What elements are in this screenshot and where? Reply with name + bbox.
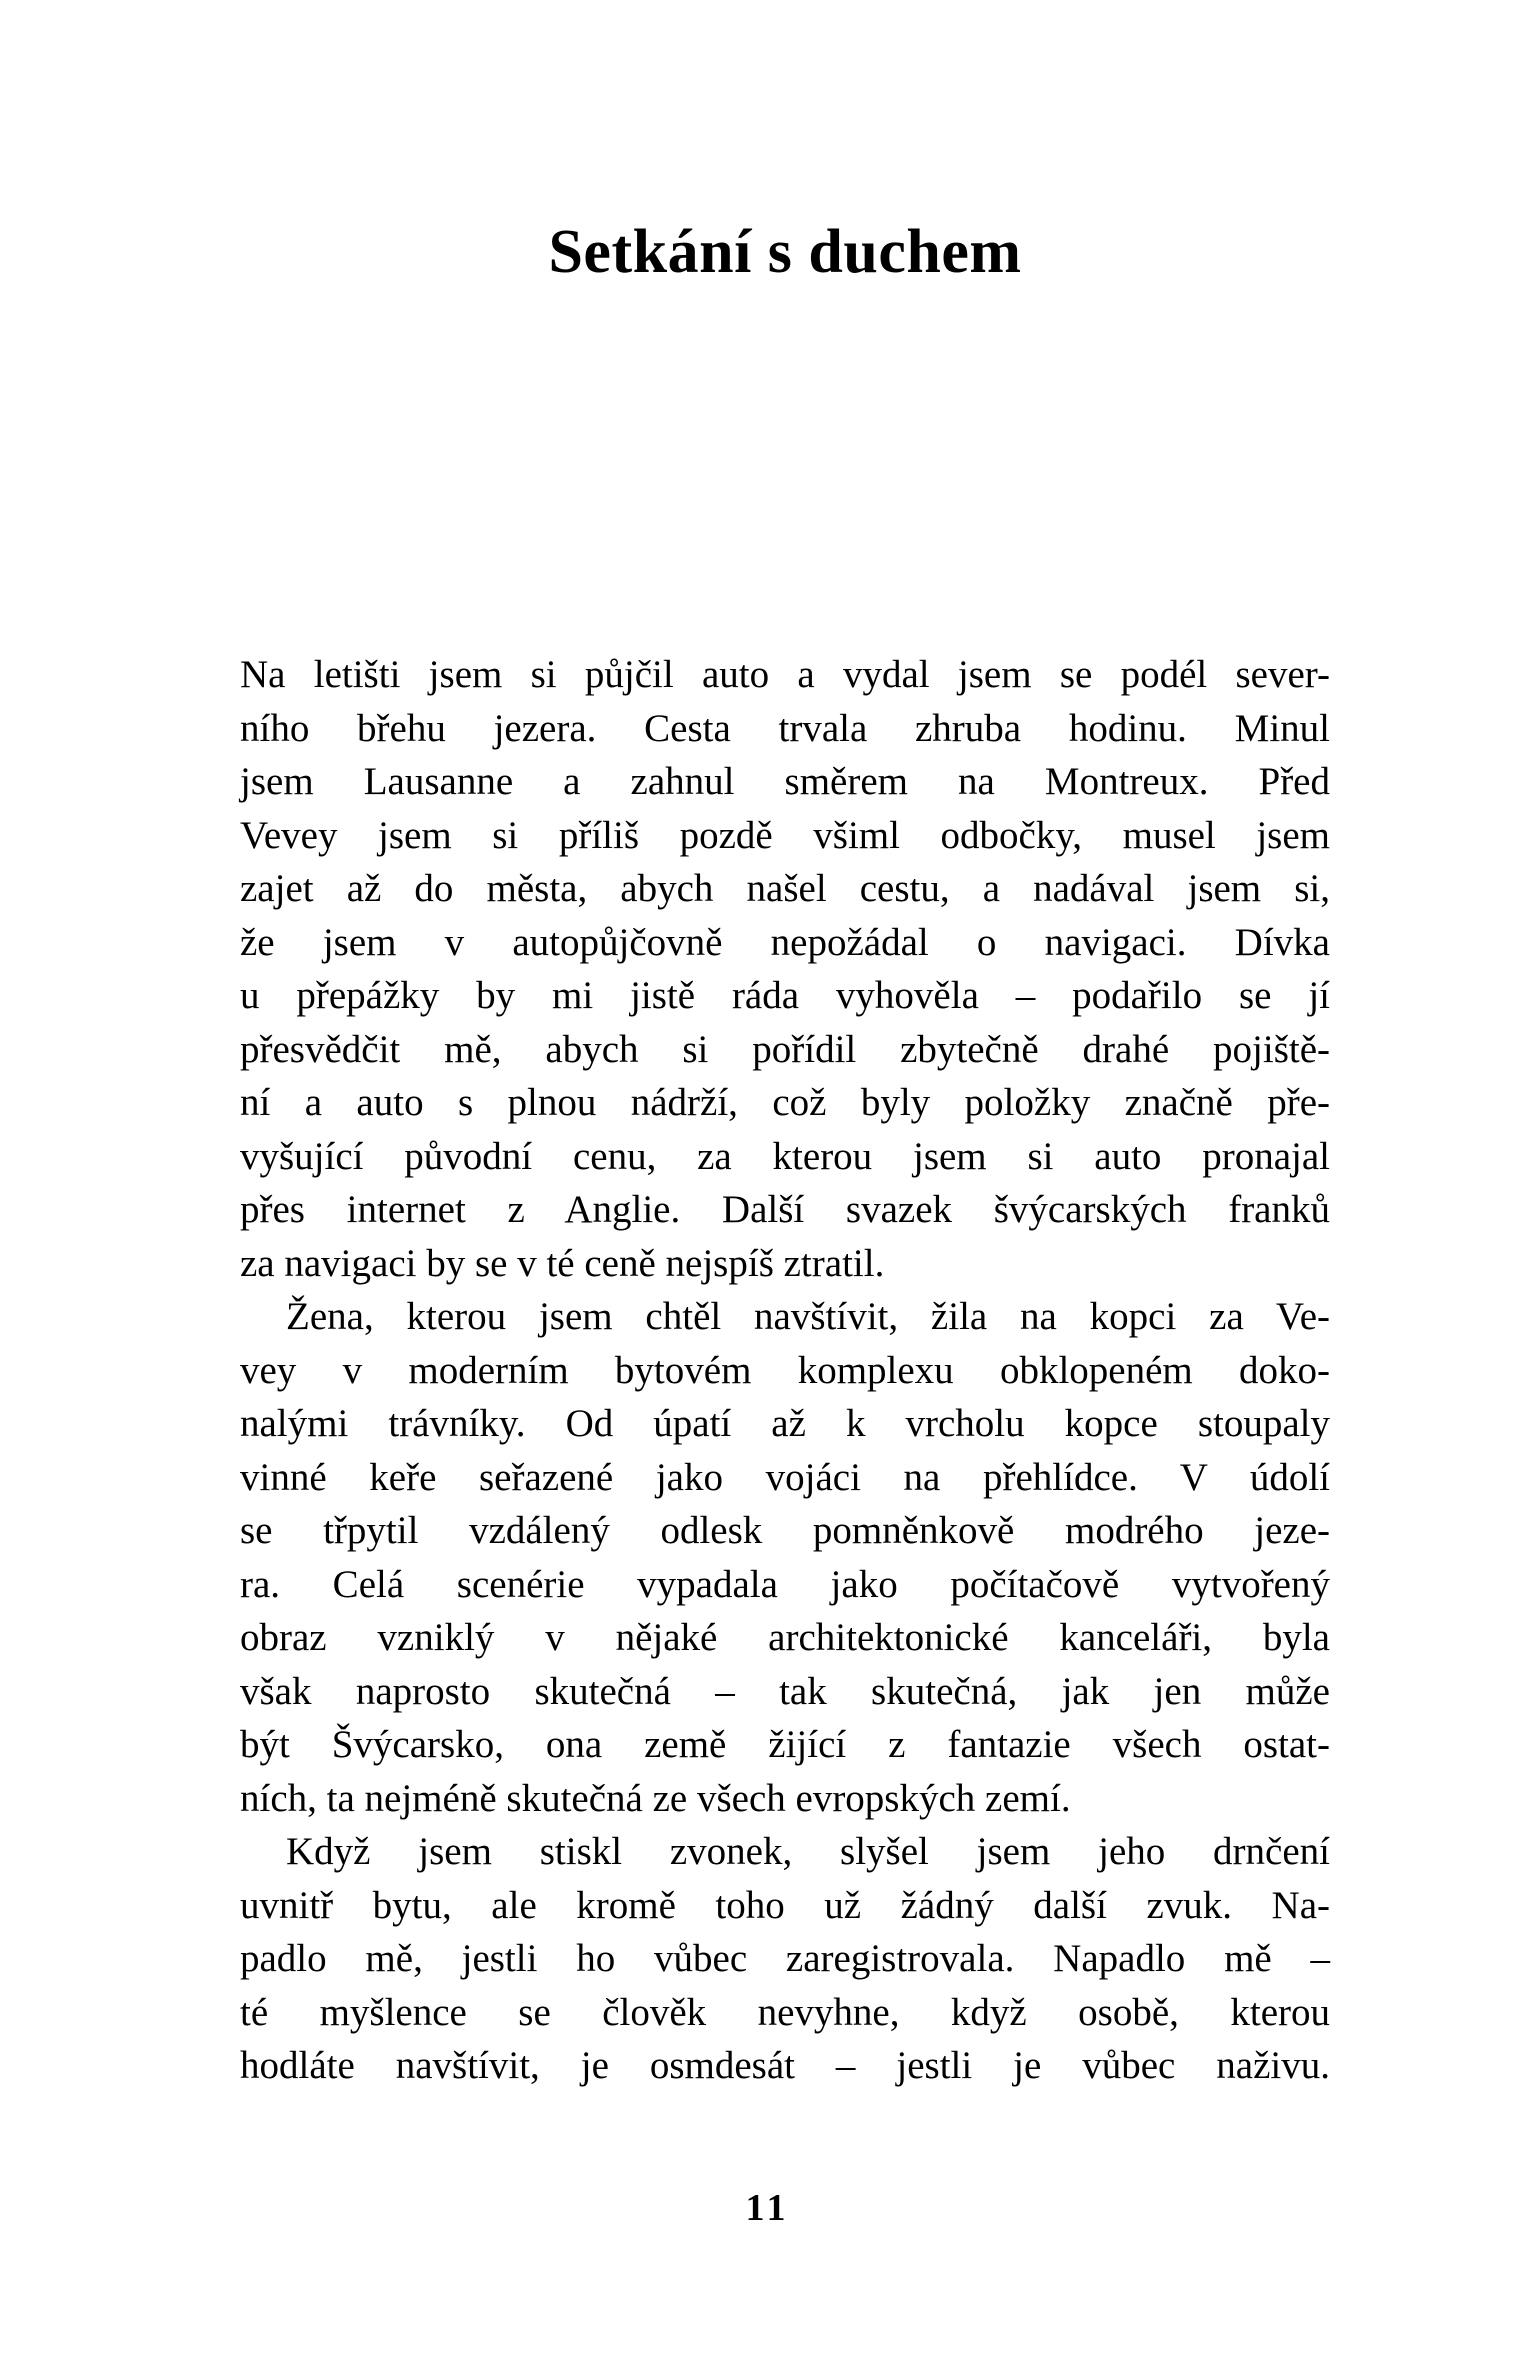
text-line: padlo mě, jestli ho vůbec zaregistrovala. Napadlo mě – [240, 1937, 1330, 1980]
text-line: ní a auto s plnou nádrží, což byly položky značně pře- [240, 1081, 1330, 1124]
text-line: Vevey jsem si příliš pozdě všiml odbočky, musel jsem [240, 813, 1330, 857]
text-line: Na letišti jsem si půjčil auto a vydal jsem se podél sever- [240, 653, 1330, 696]
text-line: jsem Lausanne a zahnul směrem na Montreux. Před [240, 760, 1330, 803]
text-line: nalými trávníky. Od úpatí až k vrcholu kopce stoupaly [240, 1402, 1330, 1445]
text-line: se třpytil vzdálený odlesk pomněnkově modrého jeze- [240, 1509, 1330, 1552]
text-line: že jsem v autopůjčovně nepožádal o navigaci. Dívka [240, 920, 1330, 964]
text-line: vyšující původní cenu, za kterou jsem si auto pronajal [240, 1134, 1330, 1178]
text-line: přesvědčit mě, abych si pořídil zbytečně drahé pojiště- [240, 1027, 1330, 1071]
text-line: obraz vzniklý v nějaké architektonické kanceláři, byla [240, 1616, 1330, 1659]
text-line: Když jsem stiskl zvonek, slyšel jsem jeho drnčení [286, 1830, 1330, 1873]
text-line: zajet až do města, abych našel cestu, a nadával jsem si, [240, 867, 1330, 910]
text-line: u přepážky by mi jistě ráda vyhověla – podařilo se jí [240, 974, 1330, 1017]
paragraph [240, 1290, 1330, 1825]
text-line: být Švýcarsko, ona země žijící z fantazie všech ostat- [240, 1723, 1330, 1766]
text-line: přes internet z Anglie. Další svazek švýcarských franků [240, 1188, 1330, 1231]
text-line: uvnitř bytu, ale kromě toho už žádný další zvuk. Na- [240, 1883, 1330, 1927]
text-line: vinné keře seřazené jako vojáci na přehlídce. V údolí [240, 1455, 1330, 1499]
body-text [240, 648, 1330, 2093]
paragraph [240, 1825, 1330, 2093]
text-line: hodláte navštívit, je osmdesát – jestli je vůbec naživu. [240, 2044, 1330, 2087]
text-line: ra. Celá scenérie vypadala jako počítačově vytvořený [240, 1562, 1330, 1606]
text-line: ních, ta nejméně skutečná ze všech evropských zemí. [240, 1776, 1071, 1820]
text-line: vey v moderním bytovém komplexu obklopeném doko- [240, 1348, 1330, 1392]
text-line: však naprosto skutečná – tak skutečná, jak jen může [240, 1669, 1330, 1713]
text-line: za navigaci by se v té ceně nejspíš ztratil. [240, 1241, 885, 1285]
text-line: Žena, kterou jsem chtěl navštívit, žila na kopci za Ve- [286, 1295, 1330, 1338]
chapter-title: Setkání s duchem [548, 218, 1022, 286]
text-line: té myšlence se člověk nevyhne, když osobě, kterou [240, 1990, 1330, 2034]
text-line: ního břehu jezera. Cesta trvala zhruba hodinu. Minul [240, 706, 1330, 750]
page-number: 11 [745, 2187, 790, 2229]
paragraph [240, 648, 1330, 1290]
